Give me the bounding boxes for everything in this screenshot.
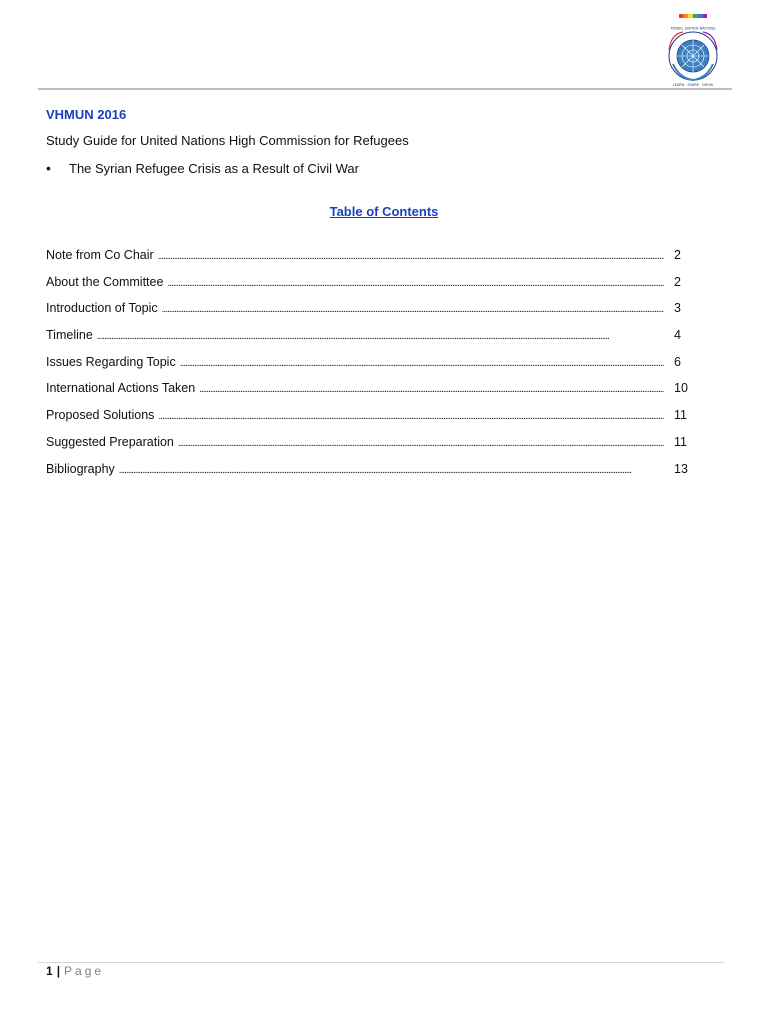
logo-stripe-segment: [702, 14, 707, 18]
toc-dot-leader: [119, 465, 664, 476]
toc-entry-title: Suggested Preparation: [46, 434, 174, 449]
toc-dot-leader: [178, 438, 664, 449]
toc-entry-page: 11: [674, 408, 687, 423]
document-title: VHMUN 2016: [46, 107, 127, 122]
logo-stripe-segment: [688, 14, 693, 18]
toc-entry[interactable]: [46, 435, 702, 462]
toc-entry-page: 11: [674, 434, 687, 449]
toc-dot-leader: [162, 304, 664, 315]
footer-page-word: Page: [64, 964, 105, 978]
toc-entry-title: Note from Co Chair: [46, 248, 154, 262]
document-subtitle: Study Guide for United Nations High Commission for Refugees: [46, 133, 409, 148]
toc-entry-page: 2: [674, 248, 681, 262]
toc-entry-page: 13: [674, 461, 688, 476]
toc-entry-page: 2: [674, 274, 681, 289]
logo-stripe-segment: [679, 14, 684, 18]
toc-entry-title: Bibliography: [46, 461, 115, 476]
toc-dot-leader: [199, 384, 664, 395]
footer-separator: |: [56, 964, 61, 978]
toc-entry-title: Proposed Solutions: [46, 408, 155, 423]
toc-entry-title: International Actions Taken: [46, 381, 196, 396]
toc-entry-title: Introduction of Topic: [46, 301, 158, 316]
bullet-icon: •: [46, 160, 51, 176]
toc-entry[interactable]: [46, 381, 702, 408]
model-united-nations-logo-icon: [663, 12, 723, 88]
page-footer: [46, 964, 104, 978]
toc-entry[interactable]: [46, 275, 702, 302]
toc-list: [46, 248, 702, 488]
toc-entry-page: 3: [674, 301, 681, 316]
header-divider: [38, 88, 732, 90]
toc-dot-leader: [158, 411, 664, 422]
toc-entry-page: 10: [674, 381, 688, 396]
logo-stripe-segment: [684, 14, 689, 18]
logo-stripe-segment: [698, 14, 703, 18]
toc-heading[interactable]: Table of Contents: [329, 204, 439, 219]
toc-entry-page: 6: [674, 354, 681, 369]
toc-entry-page: 4: [674, 328, 681, 343]
toc-entry[interactable]: [46, 248, 702, 275]
toc-dot-leader: [97, 331, 664, 342]
toc-entry[interactable]: [46, 355, 702, 382]
topic-bullet: [46, 160, 359, 176]
logo-ring-text: MODEL UNITED NATIONS: [670, 26, 716, 31]
logo-color-stripe: [679, 14, 707, 18]
logo-stripe-segment: [693, 14, 698, 18]
footer-page-number: 1: [46, 964, 53, 978]
toc-dot-leader: [167, 278, 664, 289]
footer-divider: [38, 962, 724, 963]
toc-dot-leader: [180, 358, 664, 369]
toc-entry[interactable]: [46, 408, 702, 435]
toc-entry-title: Timeline: [46, 328, 93, 343]
logo-bottom-text: LEARN · SHARE · GROW: [672, 83, 714, 87]
topic-bullet-text: The Syrian Refugee Crisis as a Result of Civil War: [69, 160, 359, 176]
toc-entry[interactable]: [46, 462, 702, 489]
toc-entry[interactable]: [46, 301, 702, 328]
toc-dot-leader: [158, 251, 664, 262]
toc-entry-title: Issues Regarding Topic: [46, 354, 176, 369]
toc-entry[interactable]: [46, 328, 702, 355]
toc-entry-title: About the Committee: [46, 274, 164, 289]
